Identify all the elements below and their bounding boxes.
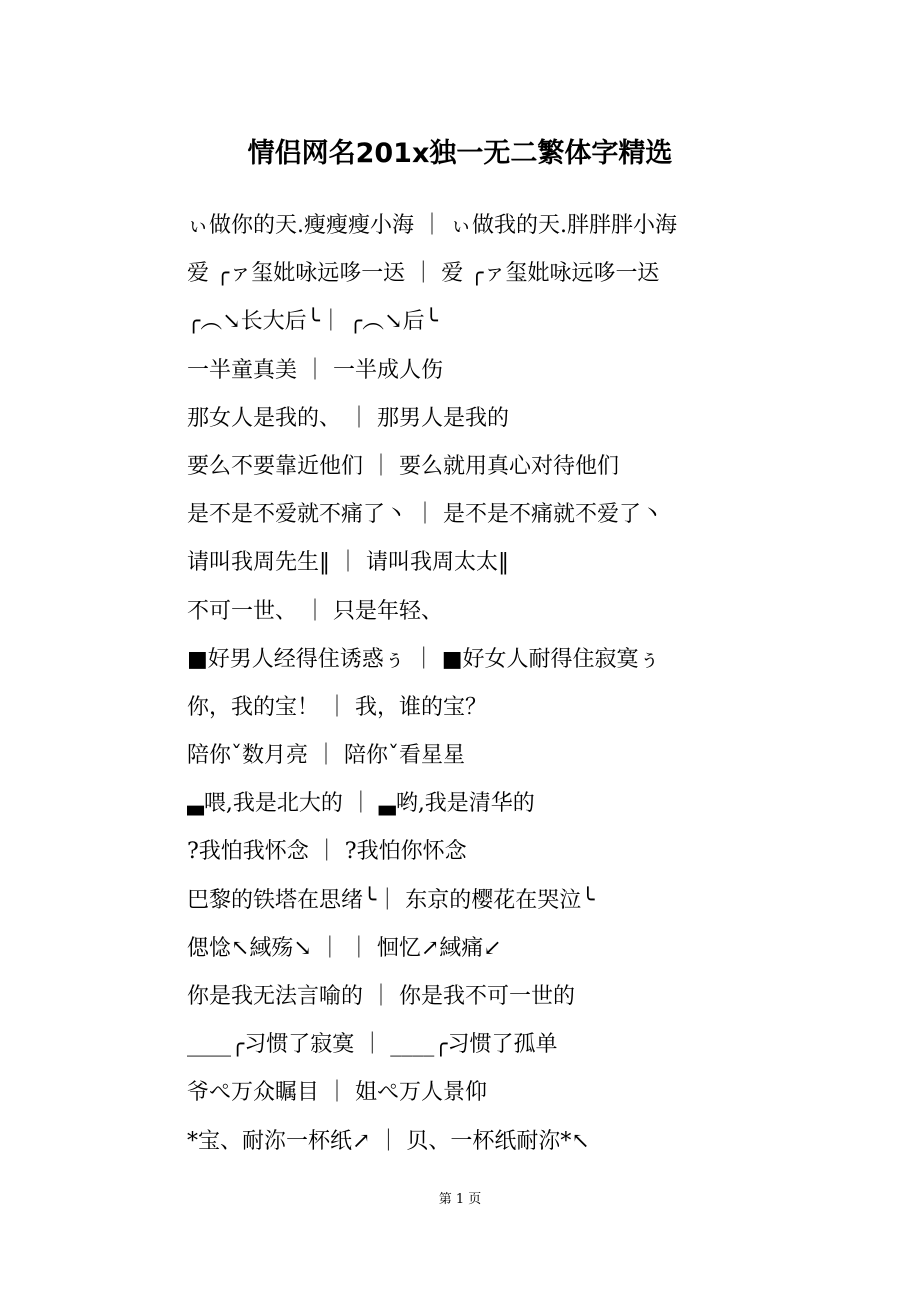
list-item: *宝、耐沵一杯纸↗ ｜ 贝、一杯纸耐沵*↖ — [187, 1128, 590, 1154]
list-item: 要么不要靠近他们 ｜ 要么就用真心对待他们 — [187, 453, 619, 479]
list-item: 一半童真美 ｜ 一半成人伤 — [187, 357, 443, 383]
list-item: ▃喂,我是北大的 ｜ ▃哟,我是清华的 — [187, 791, 535, 817]
page-number: 第 1 页 — [438, 1192, 482, 1207]
list-item: ╭︵↘长大后╰｜ ╭︵↘后╰ — [187, 309, 438, 335]
list-item: ■好男人经得住诱惑ぅ ｜ ■好女人耐得住寂寞ぅ — [187, 646, 661, 672]
list-item: 你，我的宝！ ｜ 我，谁的宝？ — [187, 694, 487, 720]
list-item: 巴黎的铁塔在思绪╰｜ 东京的樱花在哭泣╰ — [187, 887, 595, 913]
list-item: 不可一世、 ｜ 只是年轻、 — [187, 598, 443, 624]
list-item: ?我怕我怀念 ｜ ?我怕你怀念 — [187, 839, 467, 865]
list-item: 爱 ╭ァ玺妣咏远哆一迗 ｜ 爱 ╭ァ玺妣咏远哆一迗 — [187, 261, 660, 287]
list-item: 爷ぺ万众瞩目 ｜ 姐ぺ万人景仰 — [187, 1080, 487, 1106]
list-item: 是不是不爱就不痛了丶 ｜ 是不是不痛就不爱了丶 — [187, 502, 663, 528]
list-item: 那女人是我的、 ｜ 那男人是我的 — [187, 405, 509, 431]
list-item: ____╭习惯了寂寞 ｜ ____╭习惯了孤单 — [187, 1032, 558, 1058]
list-item: 你是我无法言喻的 ｜ 你是我不可一世的 — [187, 984, 575, 1009]
list-item: ぃ做你的天.瘦瘦瘦小海 ｜ ぃ做我的天.胖胖胖小海 — [187, 213, 677, 238]
list-item: 陪你ˇ数月亮 ｜ 陪你ˇ看星星 — [187, 743, 465, 769]
list-item: 请叫我周先生‖ ｜ 请叫我周太太‖ — [187, 550, 509, 576]
nickname-list — [187, 204, 827, 1168]
list-item: 偲惗↖緎殇↘ ｜ ｜ 恛忆↗緎痛↙ — [187, 935, 502, 961]
document-title: 情侣网名201x独一无二繁体字精选 — [247, 138, 673, 169]
